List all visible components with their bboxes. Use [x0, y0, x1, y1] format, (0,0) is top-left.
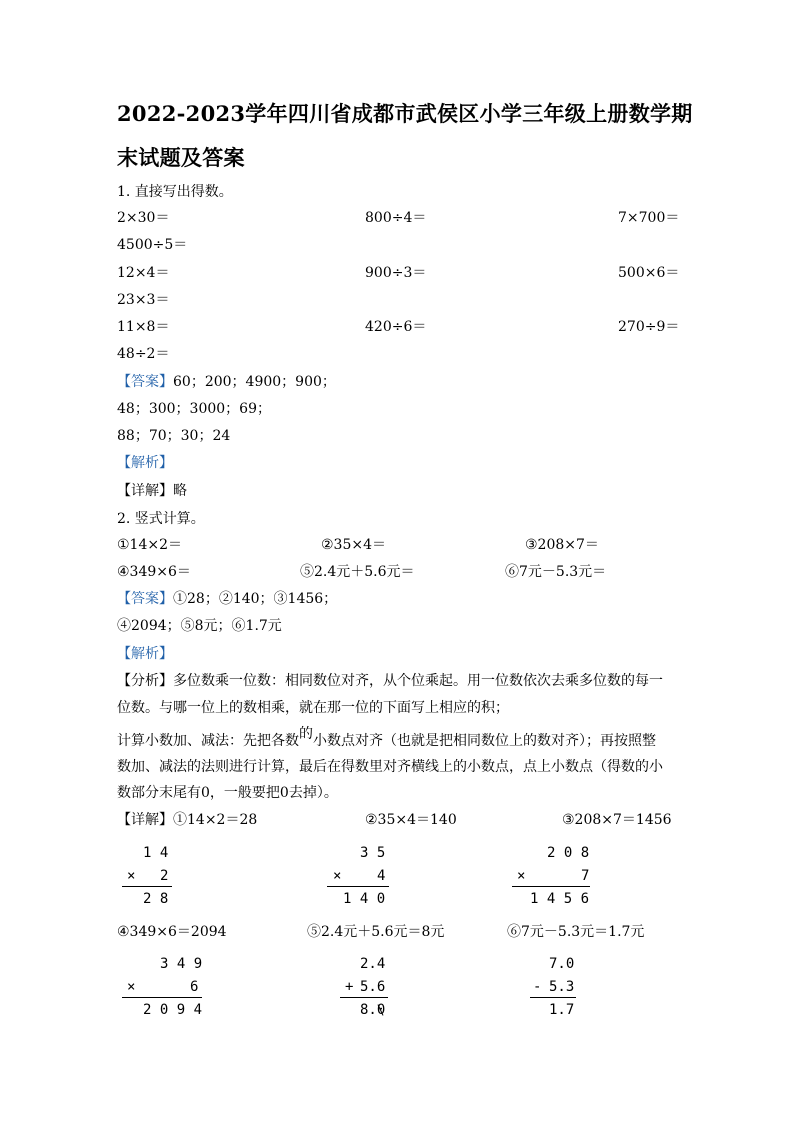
- detail-result: ⑤2.4元＋5.6元＝8元: [307, 924, 445, 940]
- q1-answer-line: [117, 371, 336, 391]
- fenxi-text: 多位数乘一位数：相同数位对齐，从个位乘起。用一位数依次去乘多位数的每一: [173, 673, 663, 689]
- q1-item: 270÷9＝: [618, 319, 680, 335]
- detail-result: ②35×4＝140: [365, 812, 457, 828]
- detail-result: ③208×7＝1456: [562, 812, 672, 828]
- q1-heading: 1. 直接写出得数。: [117, 184, 233, 200]
- q2-answer-line: ④2094；⑤8元；⑥1.7元: [117, 618, 282, 634]
- q1-item: 500×6＝: [618, 265, 680, 281]
- calc-top: 1 4: [143, 845, 169, 861]
- q2-analysis-tag: 【解析】: [117, 646, 173, 662]
- detail-result: ⑥7元－5.3元＝1.7元: [507, 924, 645, 940]
- calc-bottom: 5.3: [549, 979, 575, 995]
- calc-operator: -: [533, 979, 542, 995]
- answer-tag: 【答案】: [117, 591, 173, 607]
- q1-item: 7×700＝: [618, 210, 680, 226]
- calc-bottom: 6: [190, 979, 199, 995]
- calc-result: 8.0: [360, 1002, 386, 1018]
- q1-item: 4500÷5＝: [117, 237, 188, 253]
- fenxi-text: 计算小数加、减法：先把各数: [117, 733, 299, 749]
- calc-operator: ×: [127, 868, 136, 884]
- q2-item: ⑤2.4元＋5.6元＝: [300, 564, 415, 580]
- doc-title-line2: 末试题及答案: [117, 145, 245, 170]
- calc-line: [340, 997, 388, 998]
- fenxi-line: [117, 726, 656, 750]
- calc-bottom: 7: [581, 868, 590, 884]
- calc-result: 1 4 5 6: [530, 891, 590, 907]
- calc-line: [122, 886, 172, 887]
- q1-item: 800÷4＝: [365, 210, 427, 226]
- calc-operator: ×: [333, 868, 342, 884]
- fenxi-tag: 【分析】: [117, 673, 173, 689]
- calc-top: 3 5: [360, 845, 386, 861]
- q1-answer-line: 88；70；30；24: [117, 428, 231, 444]
- calc-top: 3 4 9: [160, 956, 203, 972]
- calc-line: [122, 997, 202, 998]
- fenxi-raised-char: 的: [299, 726, 313, 742]
- calc-line: [530, 997, 576, 998]
- fenxi-line: 数部分末尾有0，一般要把0去掉）。: [117, 785, 338, 801]
- calc-top: 2.4: [360, 956, 386, 972]
- q1-item: 12×4＝: [117, 265, 170, 281]
- calc-line: [327, 886, 389, 887]
- detail-tag: 【详解】: [117, 812, 173, 828]
- calc-top: 2 0 8: [547, 845, 590, 861]
- calc-operator: ×: [517, 868, 526, 884]
- q1-item: 420÷6＝: [365, 319, 427, 335]
- detail-text: 略: [173, 483, 187, 499]
- doc-title-line1: 2022-2023学年四川省成都市武侯区小学三年级上册数学期: [117, 101, 693, 126]
- answer-tag: 【答案】: [117, 374, 173, 390]
- q2-item: ①14×2＝: [117, 537, 183, 553]
- q1-item: 23×3＝: [117, 292, 170, 308]
- detail-result: ①14×2＝28: [173, 812, 258, 828]
- answer-text: ①28；②140；③1456；: [173, 591, 338, 607]
- q2-detail: [117, 809, 257, 829]
- q2-item: ③208×7＝: [525, 537, 599, 553]
- q1-item: 2×30＝: [117, 210, 170, 226]
- detail-tag: 【详解】: [117, 483, 173, 499]
- calc-result: 2 8: [143, 891, 169, 907]
- calc-line: [512, 886, 590, 887]
- q2-item: ⑥7元－5.3元＝: [505, 564, 607, 580]
- q2-item: ②35×4＝: [321, 537, 387, 553]
- calc-bottom: 5.6: [360, 979, 386, 995]
- q1-item: 11×8＝: [117, 319, 170, 335]
- calc-bottom: 2: [160, 868, 169, 884]
- calc-result: 1 4 0: [343, 891, 386, 907]
- q2-heading: 2. 竖式计算。: [117, 511, 205, 527]
- q1-answer-line: 48；300；3000；69；: [117, 401, 271, 417]
- q2-item: ④349×6＝: [117, 564, 191, 580]
- calc-top: 7.0: [549, 956, 575, 972]
- calc-result: 2 0 9 4: [143, 1002, 203, 1018]
- fenxi-line: [117, 670, 663, 690]
- calc-operator: +: [345, 979, 354, 995]
- answer-text: 60；200；4900；900；: [173, 374, 336, 390]
- fenxi-line: 数加、减法的法则进行计算，最后在得数里对齐横线上的小数点，点上小数点（得数的小: [117, 759, 663, 775]
- q2-answer-line: [117, 588, 337, 608]
- calc-operator: ×: [127, 979, 136, 995]
- q1-item: 900÷3＝: [365, 265, 427, 281]
- calc-result: 1.7: [549, 1002, 575, 1018]
- detail-result: ④349×6＝2094: [117, 924, 227, 940]
- q1-analysis-tag: 【解析】: [117, 455, 173, 471]
- fenxi-line: 位数。与哪一位上的数相乘，就在那一位的下面写上相应的积；: [117, 700, 509, 716]
- q1-detail: [117, 480, 187, 500]
- q1-item: 48÷2＝: [117, 346, 170, 362]
- calc-bottom: 4: [377, 868, 386, 884]
- fenxi-text: 小数点对齐（也就是把相同数位上的数对齐）；再按照整: [313, 733, 656, 749]
